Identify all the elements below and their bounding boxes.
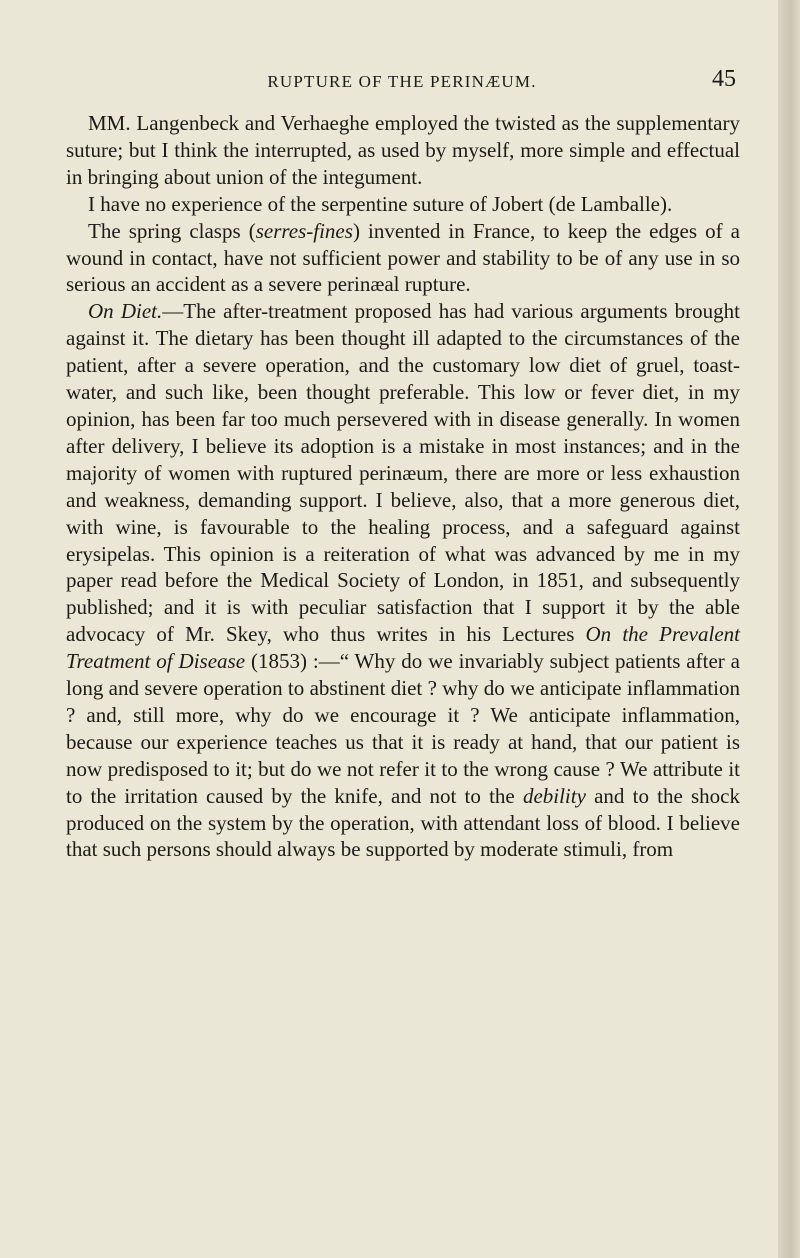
- running-title: RUPTURE OF THE PERINÆUM.: [267, 72, 537, 91]
- paragraph-sutures: [66, 110, 740, 191]
- paragraph-on-diet: [66, 298, 740, 863]
- running-head: [68, 66, 736, 96]
- page-number: 45: [712, 66, 736, 92]
- quotation-text: and to the shock produced on the system by the operation, with attendant loss of blood. I believe that such persons should always be supported by moderate stimuli, from: [66, 783, 740, 862]
- paragraph-spring-clasps: [66, 218, 740, 299]
- paragraph-text: The spring clasps (: [88, 218, 256, 243]
- paragraph-text: ) invented in France, to keep the edges of a wound in contact, have not sufficient power and stability to be of any use in so serious an accident as a severe perinæal rupture.: [66, 218, 740, 297]
- body-text: [66, 110, 740, 863]
- quotation-text: (1853) :—“ Why do we invariably subject patients after a long and severe operation to abstinent diet ? why do we anticipate inflammation ? and, still more, why do we encourage it ? We anticipate inflammation, because our experience teaches us that it is ready at hand, that our patient is now predisposed to it; but do we not refer it to the wrong cause ? We attribute it to the irritation caused by the knife, and not to the: [66, 649, 740, 808]
- italic-term: serres-fines: [255, 218, 353, 243]
- paragraph-text: —The after-treatment proposed has had various arguments brought against it. The dietary has been thought ill adapted to the circumstances of the patient, after a severe operation, and the customary low diet of gruel, toast-water, and such like, been thought preferable. This low or fever diet, in my opinion, has been far too much persevered with in disease generally. In women after delivery, I believe its adoption is a mistake in most instances; and in the majority of women with ruptured perinæum, there are more or less exhaustion and weakness, demanding support. I believe, also, that a more generous diet, with wine, is favourable to the healing process, and a safeguard against erysipelas. This opinion is a reiteration of what was advanced by me in my paper read before the Medical Society of London, in 1851, and subsequently published; and it is with peculiar satisfaction that I support it by the able advocacy of Mr. Skey, who thus writes in his Lectures: [66, 299, 740, 647]
- paragraph-text: MM. Langenbeck and Verhaeghe employed the twisted as the supplementary suture; but I think the interrupted, as used by myself, more simple and effectual in bringing about union of the integument.: [66, 111, 740, 189]
- paragraph-serpentine-suture: [66, 191, 740, 218]
- paragraph-text: I have no experience of the serpentine suture of Jobert (de Lamballe).: [88, 191, 673, 216]
- book-title: On the Prevalent Treatment of Disease: [66, 622, 740, 674]
- italic-term: debility: [522, 783, 586, 808]
- page-spine-edge: [778, 0, 800, 1258]
- section-lead-heading: On Diet.: [88, 299, 163, 324]
